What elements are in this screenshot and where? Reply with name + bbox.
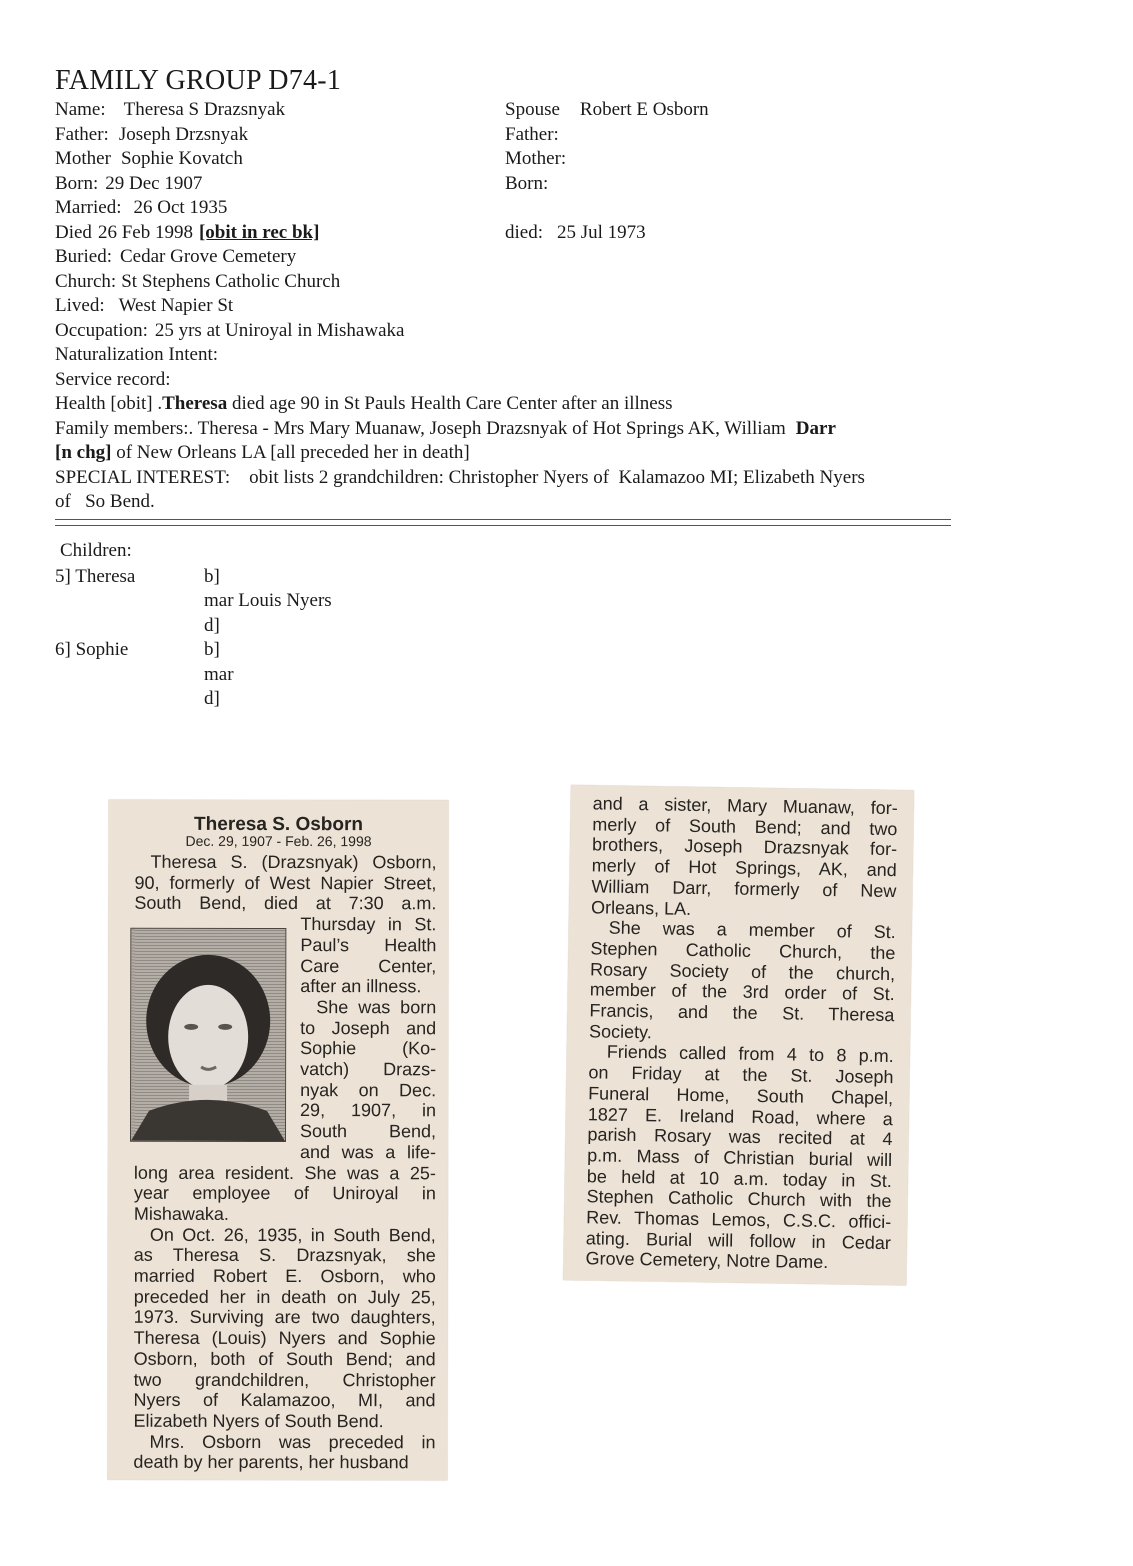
- field-label: Naturalization Intent:: [55, 344, 219, 365]
- child-married: mar: [204, 663, 234, 685]
- child-born: b]: [204, 639, 220, 660]
- obituary-line: South Bend,: [299, 1121, 437, 1142]
- obituary-line: married Robert E. Osborn, who: [133, 1265, 436, 1287]
- field-label: Born:: [55, 172, 99, 194]
- field-value: 26 Oct 1935: [133, 197, 228, 218]
- special-interest-line-1: SPECIAL INTEREST: obit lists 2 grandchildren: Christopher Nyers of Kalamazoo MI; Elizabeth Nyers: [55, 466, 865, 488]
- family-text-2: of New Orleans LA [all preceded her in death]: [111, 442, 470, 463]
- field-spouse-father: [505, 123, 559, 148]
- obituary-line: long area resident. She was a 25-: [133, 1162, 436, 1183]
- field-occupation: [55, 319, 404, 344]
- field-value: Cedar Grove Cemetery: [120, 246, 297, 267]
- health-text: died age 90 in St Pauls Health Care Center after an illness: [227, 393, 673, 414]
- obituary-line: She was a member of St.: [608, 917, 896, 943]
- page-title: FAMILY GROUP D74-1: [55, 65, 342, 96]
- field-label: Father:: [55, 123, 109, 145]
- child-died: d]: [204, 688, 220, 709]
- field-value: West Napier St: [118, 295, 234, 316]
- field-name: [55, 98, 285, 123]
- obituary-line: Nyers of Kalamazoo, MI, and: [133, 1389, 436, 1411]
- obituary-line: Friends called from 4 to 8 p.m.: [606, 1041, 894, 1067]
- field-church: [55, 270, 340, 295]
- obituary-line: Paul’s Health: [300, 934, 437, 956]
- family-bold-name: Darr: [795, 417, 836, 439]
- field-value: 25 yrs at Uniroyal in Mishawaka: [154, 319, 405, 341]
- obituary-line: two grandchildren, Christopher: [133, 1369, 436, 1390]
- obituary-line: merly of Hot Springs, AK, and: [591, 855, 897, 881]
- field-label: Church:: [55, 270, 117, 292]
- field-father: [55, 123, 248, 148]
- family-text: Family members:. Theresa - Mrs Mary Muanaw, Joseph Drazsnyak of Hot Springs AK, William: [55, 417, 786, 439]
- field-label: Died: [55, 221, 92, 243]
- obituary-line: member of the 3rd order of St.: [589, 979, 895, 1005]
- obituary-line: to Joseph and: [300, 1017, 437, 1038]
- family-members-line-2: [55, 441, 470, 466]
- obituary-line: On Oct. 26, 1935, in South Bend,: [149, 1224, 436, 1245]
- obituary-line: brothers, Joseph Drazsnyak for-: [591, 834, 898, 860]
- field-value: St Stephens Catholic Church: [121, 270, 341, 292]
- obituary-clipping-1: [107, 800, 448, 1481]
- obituary-line: Society.: [588, 1021, 652, 1042]
- obituary-line: ating. Burial will follow in Cedar: [585, 1227, 892, 1253]
- obituary-line: on Friday at the St. Joseph: [588, 1062, 894, 1088]
- health-name: Theresa: [162, 393, 228, 414]
- field-label: Mother:: [505, 148, 567, 169]
- obit-reference-link[interactable]: [obit in rec bk]: [198, 221, 320, 243]
- field-mother: [55, 147, 243, 172]
- obituary-line: parish Rosary was recited at 4: [587, 1124, 893, 1150]
- field-value: Joseph Drzsnyak: [118, 123, 249, 145]
- double-separator: [55, 519, 951, 526]
- field-spouse-died: [505, 221, 646, 246]
- obituary-line: Grove Cemetery, Notre Dame.: [585, 1248, 829, 1273]
- field-value: Robert E Osborn: [579, 99, 709, 120]
- obituary-dates: Dec. 29, 1907 - Feb. 26, 1998: [185, 832, 372, 850]
- obituary-line: South Bend, died at 7:30 a.m.: [134, 893, 437, 914]
- child-name: 6] Sophie: [55, 639, 129, 660]
- obituary-line: and a sister, Mary Muanaw, for-: [592, 793, 898, 819]
- family-members-line-1: [55, 417, 836, 442]
- obituary-line: Theresa (Louis) Nyers and Sophie: [133, 1327, 436, 1349]
- obituary-line: 1973. Surviving are two daughters,: [133, 1307, 436, 1328]
- obituary-line: p.m. Mass of Christian burial will: [587, 1145, 893, 1170]
- field-label: Mother: [55, 148, 111, 169]
- health-line: [55, 392, 673, 417]
- child-name: 5] Theresa: [55, 565, 136, 587]
- obituary-line: Stephen Catholic Church, the: [590, 938, 896, 964]
- obituary-line: and was a life-: [299, 1141, 436, 1163]
- field-died: [55, 221, 319, 246]
- children-label: Children:: [60, 540, 132, 561]
- field-value: 29 Dec 1907: [105, 172, 203, 194]
- special-interest-line-2: of So Bend.: [55, 491, 155, 512]
- obituary-line: Rosary Society of the church,: [589, 958, 896, 984]
- obituary-line: as Theresa S. Drazsnyak, she: [133, 1245, 436, 1266]
- obituary-line: Theresa S. (Drazsnyak) Osborn,: [150, 851, 437, 873]
- obituary-line: Osborn, both of South Bend; and: [133, 1348, 436, 1370]
- obituary-clipping-2: [563, 785, 914, 1285]
- field-value: 26 Feb 1998: [97, 221, 193, 243]
- obituary-line: year employee of Uniroyal in: [133, 1182, 436, 1204]
- obituary-line: Francis, and the St. Theresa: [589, 1000, 895, 1026]
- field-label: Lived:: [55, 295, 105, 316]
- obituary-line: vatch) Drazs-: [300, 1059, 437, 1080]
- obituary-line: 1827 E. Ireland Road, where a: [587, 1103, 893, 1129]
- field-naturalization: [55, 343, 218, 368]
- family-name-change: [n chg]: [55, 442, 112, 463]
- field-label: Spouse: [505, 99, 560, 120]
- field-value: 25 Jul 1973: [557, 221, 646, 243]
- field-label: Occupation:: [55, 319, 148, 341]
- field-born: [55, 172, 202, 197]
- child-died: d]: [204, 614, 220, 636]
- obituary-line: Rev. Thomas Lemos, C.S.C. offici-: [586, 1207, 892, 1233]
- obituary-line: Thursday in St.: [300, 914, 437, 935]
- obituary-name: Theresa S. Osborn: [194, 813, 364, 836]
- obituary-line: merly of South Bend; and two: [592, 814, 898, 839]
- child-married: mar Louis Nyers: [204, 590, 332, 611]
- obituary-line: Mrs. Osborn was preceded in: [149, 1431, 436, 1452]
- field-label: Service record:: [55, 368, 171, 390]
- field-label: Married:: [55, 197, 122, 218]
- field-label: Father:: [505, 123, 559, 145]
- obituary-line: Elizabeth Nyers of South Bend.: [133, 1410, 384, 1432]
- field-service-record: [55, 368, 171, 393]
- obituary-line: Orleans, LA.: [590, 896, 692, 919]
- field-spouse-mother: [505, 147, 566, 172]
- obituary-line: Sophie (Ko-: [300, 1038, 437, 1059]
- field-spouse: [505, 98, 709, 123]
- obituary-line: 29, 1907, in: [300, 1100, 437, 1121]
- obituary-line: Stephen Catholic Church with the: [586, 1186, 892, 1212]
- field-label: Name:: [55, 99, 106, 120]
- obituary-line: William Darr, formerly of New: [591, 876, 897, 901]
- obituary-line: She was born: [316, 996, 437, 1018]
- field-married: [55, 196, 227, 221]
- child-born: b]: [204, 565, 220, 587]
- field-lived: [55, 294, 233, 319]
- obituary-line: Care Center,: [300, 955, 437, 976]
- obituary-line: Funeral Home, South Chapel,: [588, 1083, 894, 1108]
- obituary-body-2: [571, 785, 914, 1273]
- field-value: Theresa S Drazsnyak: [123, 99, 286, 120]
- obituary-line: nyak on Dec.: [300, 1079, 437, 1100]
- obituary-line: preceded her in death on July 25,: [133, 1286, 436, 1307]
- field-label: died:: [505, 221, 543, 243]
- obituary-line: death by her parents, her husband: [133, 1452, 409, 1473]
- obituary-line: 90, formerly of West Napier Street,: [134, 872, 437, 893]
- health-prefix: Health [obit] .: [55, 393, 163, 414]
- obituary-line: Mishawaka.: [133, 1203, 229, 1224]
- field-buried: [55, 245, 296, 270]
- obituary-line: after an illness.: [300, 976, 422, 997]
- field-spouse-born: [505, 172, 548, 197]
- obituary-line: be held at 10 a.m. today in St.: [586, 1165, 892, 1191]
- field-label: Born:: [505, 172, 549, 194]
- field-label: Buried:: [55, 246, 112, 267]
- field-value: Sophie Kovatch: [120, 148, 243, 169]
- portrait-photo: [130, 928, 286, 1142]
